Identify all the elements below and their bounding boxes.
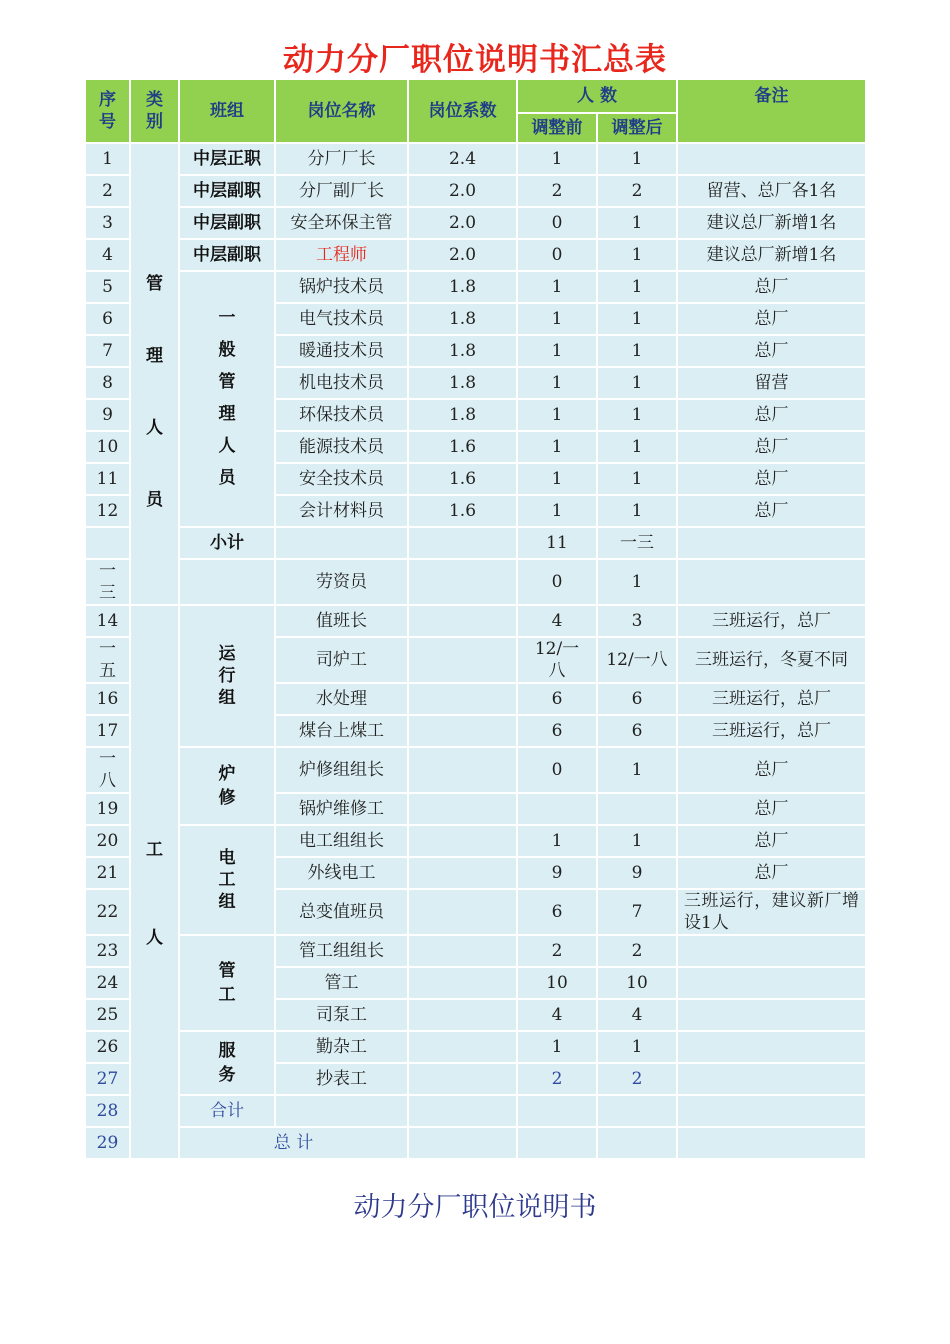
header-seq: 序号 [85, 79, 130, 143]
cell-position [275, 1095, 408, 1127]
cell-after: 10 [597, 967, 677, 999]
category-management-label: 管理人员 [146, 274, 163, 510]
cell-after: 1 [597, 463, 677, 495]
cell-coef: 1.6 [408, 495, 517, 527]
cell-coef [408, 999, 517, 1031]
cell-seq: 8 [85, 367, 130, 399]
cell-team: 中层正职 [179, 143, 275, 175]
cell-note: 总厂 [677, 303, 866, 335]
grand-total-row [85, 1127, 868, 1159]
cell-coef [408, 559, 517, 605]
cell-after: 1 [597, 239, 677, 271]
cell-before: 1 [517, 271, 597, 303]
cell-seq: 14 [85, 605, 130, 637]
cell-seq: 22 [85, 889, 130, 935]
header-category: 类别 [130, 79, 179, 143]
cell-note: 建议总厂新增1名 [677, 207, 866, 239]
cell-note: 建议总厂新增1名 [677, 239, 866, 271]
cell-position: 煤台上煤工 [275, 715, 408, 747]
group-electrical [179, 825, 275, 935]
cell-seq [85, 527, 130, 559]
cell-team: 总 计 [179, 1127, 408, 1159]
cell-note [677, 559, 866, 605]
cell-coef: 1.6 [408, 463, 517, 495]
cell-position: 水处理 [275, 683, 408, 715]
cell-position: 安全技术员 [275, 463, 408, 495]
cell-before: 0 [517, 747, 597, 793]
cell-coef: 2.0 [408, 239, 517, 271]
header-position: 岗位名称 [275, 79, 408, 143]
cell-after [597, 1095, 677, 1127]
cell-note [677, 967, 866, 999]
cell-seq: 17 [85, 715, 130, 747]
cell-after [597, 793, 677, 825]
cell-before: 12/一八 [517, 637, 597, 683]
cell-position [275, 527, 408, 559]
cell-position: 抄表工 [275, 1063, 408, 1095]
table-row [85, 825, 868, 857]
cell-note [677, 1063, 866, 1095]
cell-seq: 5 [85, 271, 130, 303]
cell-note [677, 1031, 866, 1063]
cell-after: 1 [597, 303, 677, 335]
cell-note: 三班运行，建议新厂增设1人 [677, 889, 866, 935]
cell-team: 中层副职 [179, 175, 275, 207]
cell-after: 1 [597, 431, 677, 463]
cell-coef: 1.8 [408, 335, 517, 367]
page-title: 动力分厂职位说明书汇总表 [283, 42, 667, 78]
cell-before: 6 [517, 889, 597, 935]
cell-before: 1 [517, 399, 597, 431]
cell-position: 暖通技术员 [275, 335, 408, 367]
cell-seq: 1 [85, 143, 130, 175]
cell-position: 机电技术员 [275, 367, 408, 399]
cell-before: 1 [517, 495, 597, 527]
cell-seq: 24 [85, 967, 130, 999]
cell-before [517, 1095, 597, 1127]
cell-coef [408, 747, 517, 793]
group-pipe-label: 管工 [218, 961, 236, 1005]
cell-coef: 1.8 [408, 303, 517, 335]
cell-after: 1 [597, 143, 677, 175]
cell-before: 1 [517, 303, 597, 335]
cell-note: 总厂 [677, 857, 866, 889]
table-row [85, 207, 868, 239]
cell-coef: 2.4 [408, 143, 517, 175]
cell-seq: 6 [85, 303, 130, 335]
total-row [85, 1095, 868, 1127]
cell-note [677, 143, 866, 175]
cell-coef: 1.8 [408, 367, 517, 399]
cell-note [677, 999, 866, 1031]
cell-team: 合计 [179, 1095, 275, 1127]
cell-position: 勤杂工 [275, 1031, 408, 1063]
header-coef: 岗位系数 [408, 79, 517, 143]
cell-position: 安全环保主管 [275, 207, 408, 239]
table-row [85, 175, 868, 207]
cell-position: 能源技术员 [275, 431, 408, 463]
cell-before: 2 [517, 1063, 597, 1095]
cell-before: 1 [517, 825, 597, 857]
cell-position: 总变值班员 [275, 889, 408, 935]
cell-after: 12/一八 [597, 637, 677, 683]
cell-coef [408, 935, 517, 967]
cell-coef: 1.6 [408, 431, 517, 463]
cell-after: 1 [597, 1031, 677, 1063]
cell-coef [408, 857, 517, 889]
cell-after [677, 1127, 866, 1159]
cell-note [866, 1127, 868, 1159]
cell-note: 总厂 [677, 271, 866, 303]
cell-coef [408, 637, 517, 683]
cell-note: 总厂 [677, 495, 866, 527]
cell-before: 9 [517, 857, 597, 889]
cell-coef [408, 825, 517, 857]
cell-position: 管工 [275, 967, 408, 999]
cell-coef [408, 683, 517, 715]
cell-seq: 9 [85, 399, 130, 431]
cell-after: 2 [597, 1063, 677, 1095]
cell-team [179, 559, 275, 605]
cell-coef [408, 1095, 517, 1127]
cell-after: 2 [597, 935, 677, 967]
header-team: 班组 [179, 79, 275, 143]
header-before: 调整前 [517, 113, 597, 143]
cell-after: 2 [597, 175, 677, 207]
cell-coef [408, 605, 517, 637]
cell-after: 1 [597, 747, 677, 793]
position-summary-table [84, 78, 869, 1160]
subtotal-row [85, 527, 868, 559]
group-pipe [179, 935, 275, 1031]
header-after: 调整后 [597, 113, 677, 143]
cell-coef: 2.0 [408, 175, 517, 207]
table-row [85, 935, 868, 967]
cell-note: 留营 [677, 367, 866, 399]
cell-note: 总厂 [677, 793, 866, 825]
cell-position: 会计材料员 [275, 495, 408, 527]
cell-coef [408, 715, 517, 747]
cell-coef [408, 889, 517, 935]
cell-coef [408, 1063, 517, 1095]
cell-seq: 27 [85, 1063, 130, 1095]
cell-seq: 12 [85, 495, 130, 527]
cell-before: 1 [517, 431, 597, 463]
cell-seq: 20 [85, 825, 130, 857]
cell-position: 锅炉技术员 [275, 271, 408, 303]
header-note: 备注 [677, 79, 866, 143]
cell-seq: 3 [85, 207, 130, 239]
group-furnace-repair [179, 747, 275, 825]
cell-coef [408, 967, 517, 999]
cell-position: 锅炉维修工 [275, 793, 408, 825]
cell-note [677, 1095, 866, 1127]
cell-note: 总厂 [677, 335, 866, 367]
category-worker [130, 605, 179, 1159]
cell-seq: 23 [85, 935, 130, 967]
cell-note: 总厂 [677, 431, 866, 463]
cell-after: 1 [597, 825, 677, 857]
cell-position: 管工组组长 [275, 935, 408, 967]
cell-note: 总厂 [677, 399, 866, 431]
cell-position: 司泵工 [275, 999, 408, 1031]
cell-before: 0 [517, 207, 597, 239]
cell-seq: 29 [85, 1127, 130, 1159]
cell-before: 0 [517, 559, 597, 605]
cell-note: 三班运行，总厂 [677, 683, 866, 715]
cell-before: 1 [517, 367, 597, 399]
category-worker-label: 工人 [146, 840, 163, 948]
cell-position: 电气技术员 [275, 303, 408, 335]
group-electrical-label: 电工组 [218, 848, 236, 912]
cell-after: 1 [597, 335, 677, 367]
cell-position: 分厂副厂长 [275, 175, 408, 207]
cell-before: 1 [517, 143, 597, 175]
cell-before: 2 [517, 175, 597, 207]
cell-team: 中层副职 [179, 239, 275, 271]
cell-note: 总厂 [677, 463, 866, 495]
cell-after: 7 [597, 889, 677, 935]
group-service [179, 1031, 275, 1095]
cell-after: 1 [597, 495, 677, 527]
cell-position: 劳资员 [275, 559, 408, 605]
group-operation [179, 605, 275, 747]
cell-coef: 1.8 [408, 271, 517, 303]
cell-before: 6 [517, 715, 597, 747]
cell-seq: 10 [85, 431, 130, 463]
cell-coef [517, 1127, 597, 1159]
cell-seq: 7 [85, 335, 130, 367]
cell-after: 3 [597, 605, 677, 637]
cell-team: 小计 [179, 527, 275, 559]
cell-seq: 28 [85, 1095, 130, 1127]
cell-note [677, 935, 866, 967]
cell-position: 电工组组长 [275, 825, 408, 857]
cell-before: 4 [517, 605, 597, 637]
cell-before: 1 [517, 1031, 597, 1063]
cell-team: 中层副职 [179, 207, 275, 239]
cell-before [597, 1127, 677, 1159]
cell-before: 11 [517, 527, 597, 559]
cell-coef [408, 1031, 517, 1063]
cell-after: 6 [597, 715, 677, 747]
cell-seq: 25 [85, 999, 130, 1031]
cell-coef [408, 527, 517, 559]
cell-before: 1 [517, 463, 597, 495]
category-management [130, 143, 179, 605]
table-row [85, 747, 868, 793]
cell-after: 1 [597, 367, 677, 399]
cell-before: 6 [517, 683, 597, 715]
cell-seq: 一八 [85, 747, 130, 793]
cell-after: 一三 [597, 527, 677, 559]
cell-after: 9 [597, 857, 677, 889]
cell-seq: 一五 [85, 637, 130, 683]
cell-before: 10 [517, 967, 597, 999]
cell-position: 工程师 [275, 239, 408, 271]
cell-seq: 26 [85, 1031, 130, 1063]
cell-position: 环保技术员 [275, 399, 408, 431]
cell-after: 1 [597, 559, 677, 605]
header-people: 人 数 [517, 79, 677, 113]
cell-coef: 2.0 [408, 207, 517, 239]
table-row [85, 1031, 868, 1063]
group-general-management [179, 271, 275, 527]
cell-seq: 一三 [85, 559, 130, 605]
cell-after: 1 [597, 271, 677, 303]
cell-position: 外线电工 [275, 857, 408, 889]
cell-note: 总厂 [677, 747, 866, 793]
table-row [85, 143, 868, 175]
cell-note: 总厂 [677, 825, 866, 857]
group-general-management-label: 一般管理人员 [218, 308, 236, 488]
cell-coef [408, 793, 517, 825]
cell-position: 司炉工 [275, 637, 408, 683]
cell-note [677, 527, 866, 559]
table-row [85, 605, 868, 637]
table-row [85, 559, 868, 605]
cell-before [517, 793, 597, 825]
cell-after: 6 [597, 683, 677, 715]
cell-after: 1 [597, 207, 677, 239]
cell-note: 留营、总厂各1名 [677, 175, 866, 207]
cell-note: 三班运行，总厂 [677, 715, 866, 747]
cell-position [408, 1127, 517, 1159]
cell-before: 2 [517, 935, 597, 967]
cell-seq: 16 [85, 683, 130, 715]
cell-seq: 4 [85, 239, 130, 271]
cell-seq: 2 [85, 175, 130, 207]
cell-position: 炉修组组长 [275, 747, 408, 793]
cell-after: 4 [597, 999, 677, 1031]
table-row [85, 271, 868, 303]
group-furnace-repair-label: 炉修 [218, 764, 236, 808]
cell-after: 1 [597, 399, 677, 431]
cell-position: 值班长 [275, 605, 408, 637]
cell-seq: 11 [85, 463, 130, 495]
table-row [85, 239, 868, 271]
cell-position: 分厂厂长 [275, 143, 408, 175]
group-service-label: 服务 [218, 1041, 236, 1085]
cell-note: 三班运行，总厂 [677, 605, 866, 637]
cell-before: 1 [517, 335, 597, 367]
cell-note: 三班运行，冬夏不同 [677, 637, 866, 683]
cell-seq: 21 [85, 857, 130, 889]
cell-coef: 1.8 [408, 399, 517, 431]
cell-seq: 19 [85, 793, 130, 825]
group-operation-label: 运行组 [218, 644, 236, 708]
cell-before: 4 [517, 999, 597, 1031]
cell-before: 0 [517, 239, 597, 271]
footer-title: 动力分厂职位说明书 [353, 1192, 597, 1223]
